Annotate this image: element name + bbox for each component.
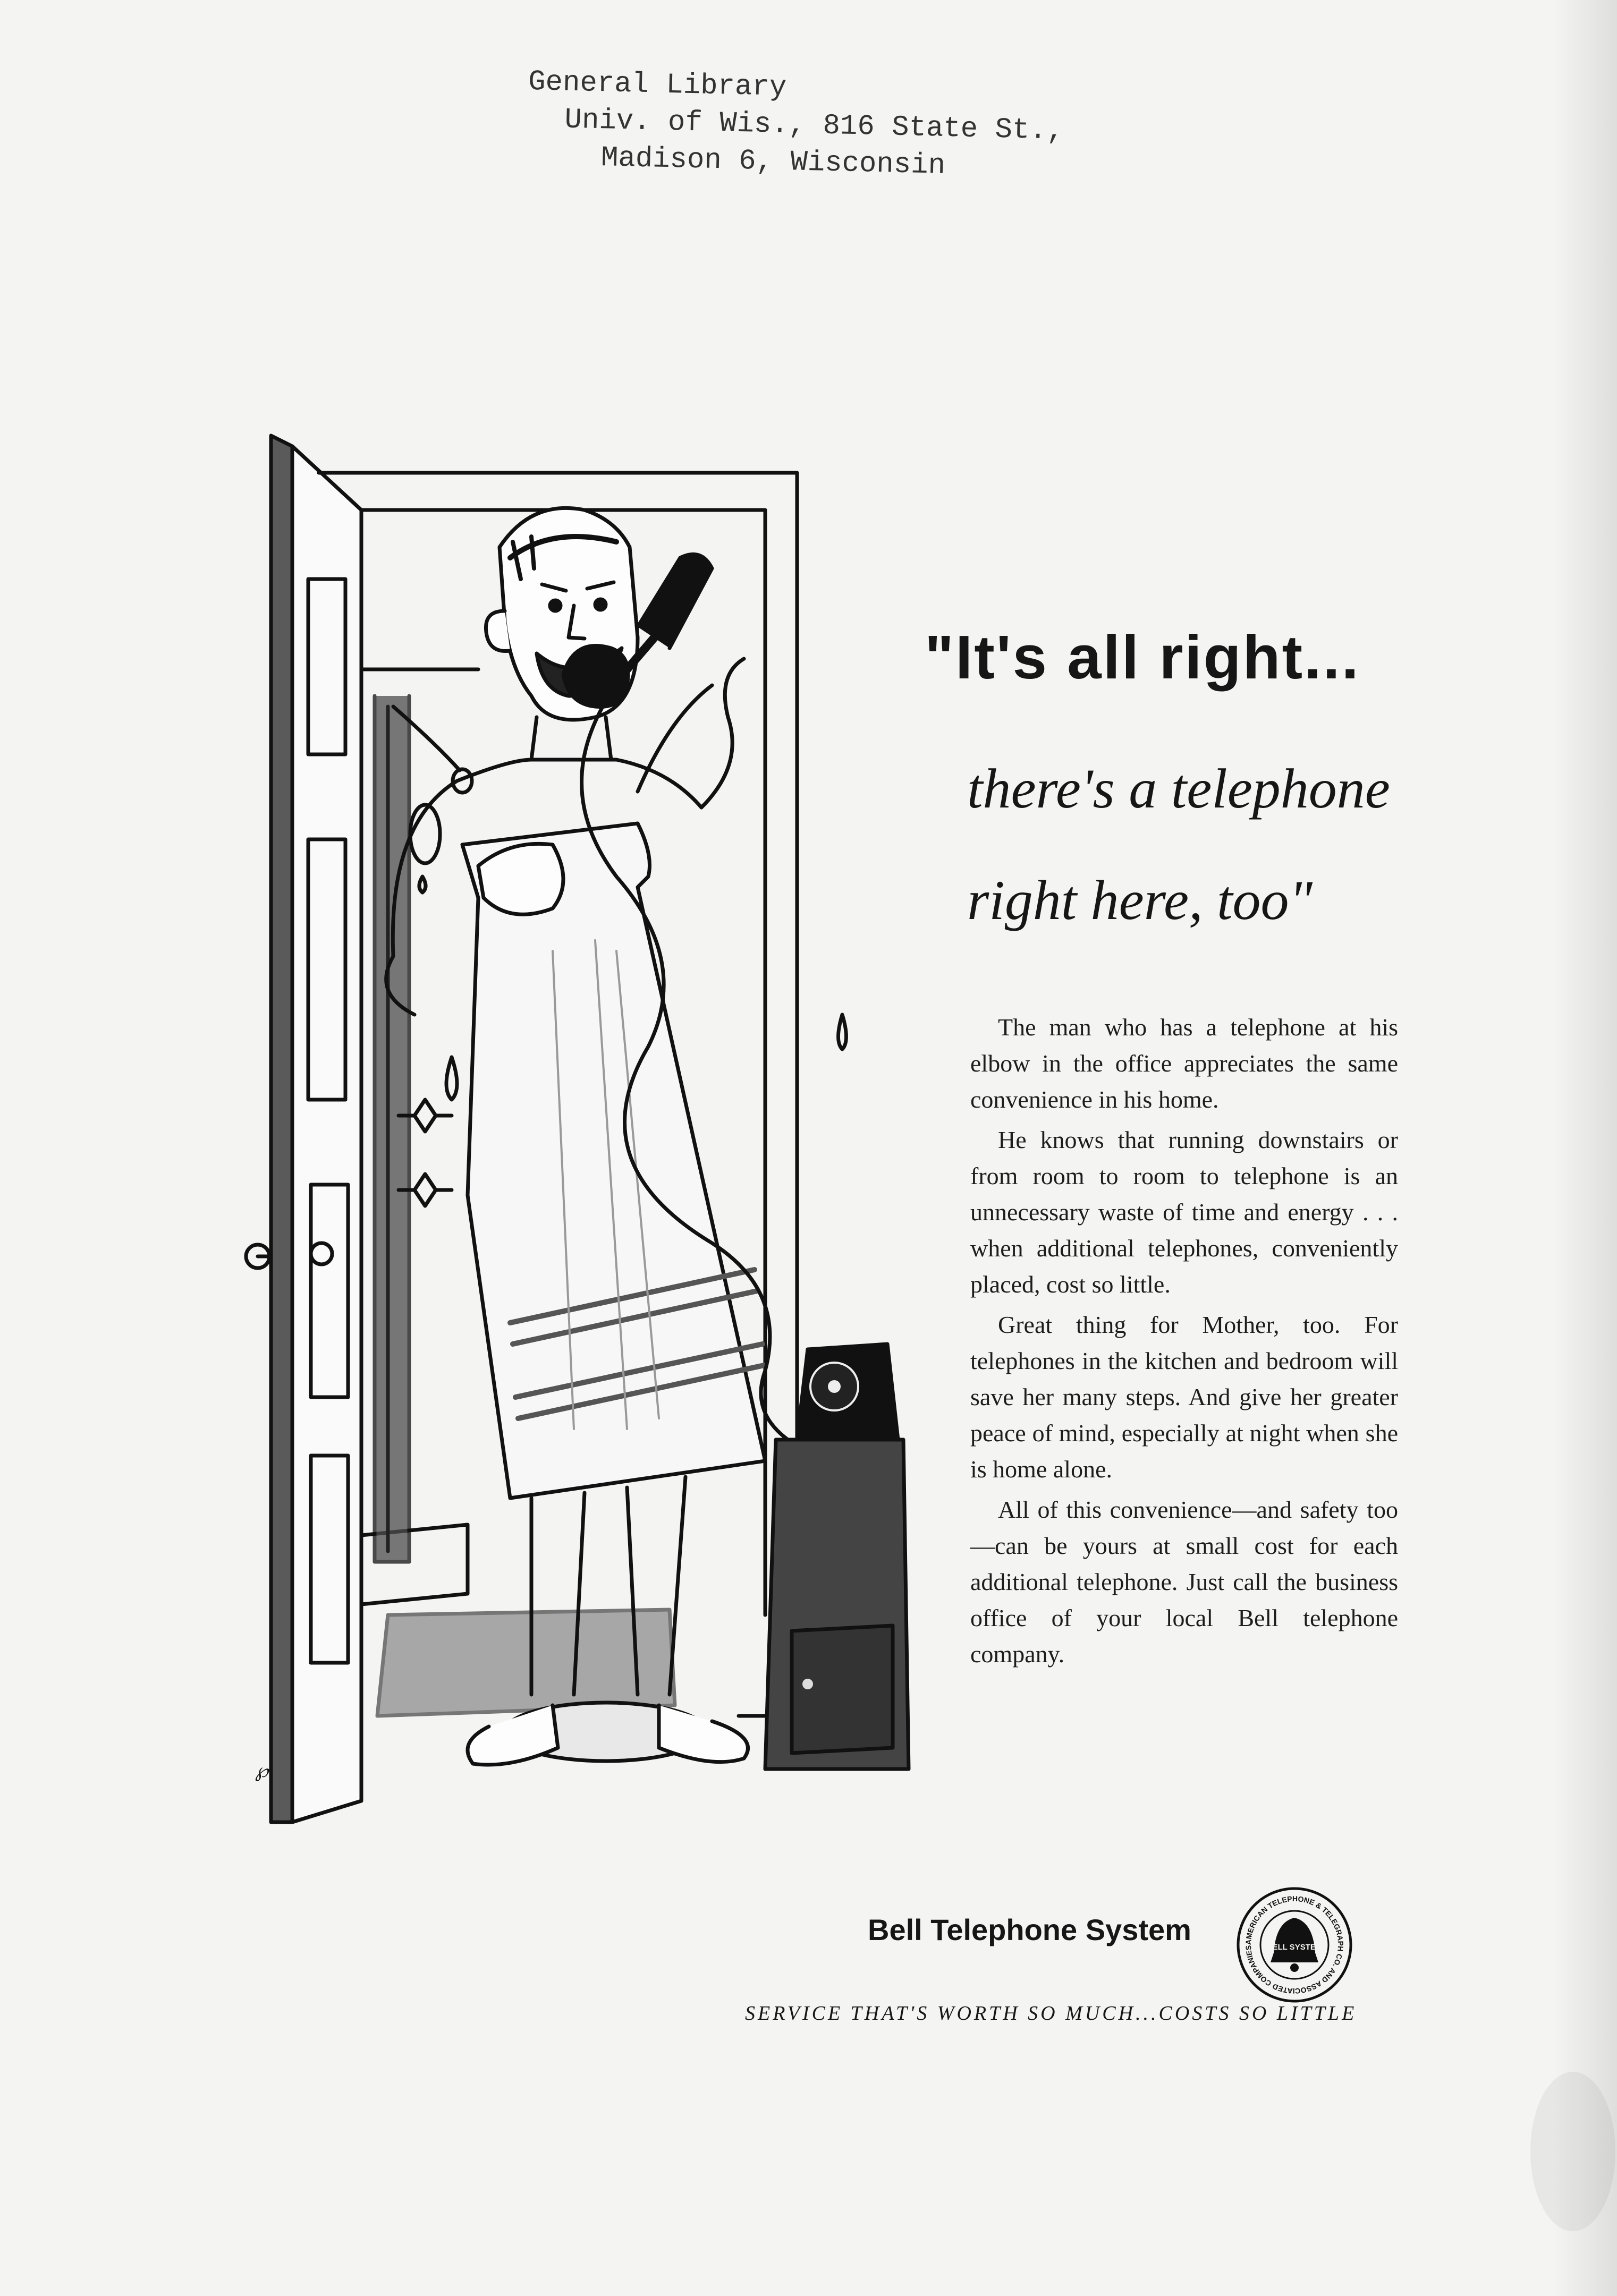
cartoon-illustration <box>234 420 925 1865</box>
telephone-stand <box>765 1344 909 1769</box>
body-paragraph-2: He knows that running downstairs or from room to room to telephone is an unnecessary waste of time and energy . . . when additional telephones, conveniently placed, cost so little. <box>970 1126 1398 1298</box>
seal-center-text: BELL SYSTEM <box>1266 1943 1323 1952</box>
open-door <box>246 436 361 1822</box>
body-paragraph-1: The man who has a telephone at his elbow in the office appreciates the same convenience in his home. <box>970 1014 1398 1113</box>
advertiser-signature: Bell Telephone System <box>868 1913 1191 1946</box>
artist-signature: ℘ <box>255 1760 269 1781</box>
address-line-3: Madison 6, Wisconsin <box>600 142 946 182</box>
body-copy <box>970 1009 1398 1677</box>
page-smudge <box>1530 2072 1615 2231</box>
bath-mat <box>377 1610 675 1716</box>
man-figure <box>386 508 829 1765</box>
body-paragraph-3: Great thing for Mother, too. For telephones in the kitchen and bedroom will save her many steps. And give her greater peace of mind, especially at night when she is home alone. <box>970 1311 1398 1483</box>
subhead-line-2: right here, too" <box>967 869 1313 931</box>
bell-system-seal-icon <box>1234 1885 1354 2005</box>
library-address-stamp <box>526 64 1065 188</box>
headline: "It's all right... <box>925 623 1360 692</box>
address-line-2: Univ. of Wis., 816 State St., <box>564 104 1064 148</box>
address-line-1: General Library <box>528 65 787 105</box>
subhead-line-1: there's a telephone <box>967 758 1390 820</box>
slogan: SERVICE THAT'S WORTH SO MUCH...COSTS SO LITTLE <box>745 2002 1357 2025</box>
subheadline <box>967 733 1552 956</box>
body-paragraph-4: All of this convenience—and safety too—can be yours at small cost for each additional telephone. Just call the business office of your local Bell telephone company. <box>970 1496 1398 1668</box>
water-drop-icon <box>839 1015 846 1049</box>
binding-shadow <box>1553 0 1617 2296</box>
seal-ring-text: AMERICAN TELEPHONE & TELEGRAPH CO. AND ASSOCIATED COMPANIES <box>1243 1894 1345 1996</box>
